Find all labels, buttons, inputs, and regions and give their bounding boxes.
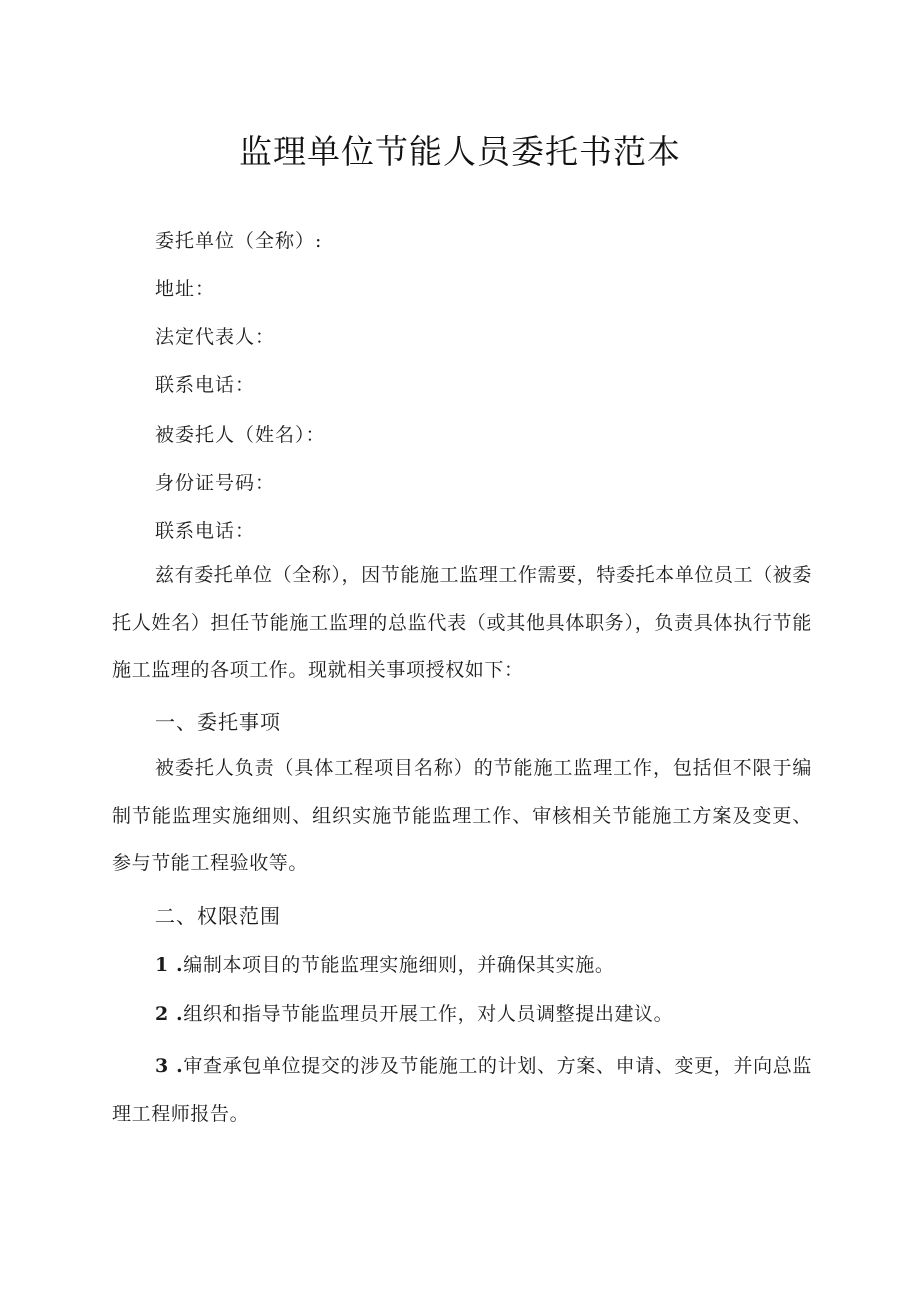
authority-item-1 — [112, 942, 812, 990]
authority-item-number: 1 . — [155, 954, 184, 976]
field-id-number: 身份证号码： — [155, 472, 276, 494]
field-entrusting-unit: 委托单位（全称）: — [155, 230, 323, 252]
field-legal-representative: 法定代表人： — [155, 326, 276, 348]
authority-item-number: 3 . — [155, 1055, 184, 1077]
document-title: 监理单位节能人员委托书范本 — [239, 132, 681, 171]
field-entrusted-person: 被委托人（姓名）： — [155, 424, 326, 446]
authority-item-2 — [112, 991, 812, 1039]
intro-paragraph: 兹有委托单位（全称），因节能施工监理工作需要，特委托本单位员工（被委托人姓名）担任节能施工监理的总监代表（或其他具体职务），负责具体执行节能施工监理的各项工作。现就相关事项授权如下： — [112, 564, 812, 681]
authority-item-number: 2 . — [155, 1003, 184, 1025]
section-body-entrusted-matters: 被委托人负责（具体工程项目名称）的节能施工监理工作，包括但不限于编制节能监理实施细则、组织实施节能监理工作、审核相关节能施工方案及变更、参与节能工程验收等。 — [112, 757, 812, 874]
field-address: 地址： — [155, 278, 216, 300]
section-heading-authority-scope: 二、权限范围 — [155, 904, 281, 928]
field-contact-phone: 联系电话： — [155, 374, 256, 396]
field-entrusted-phone: 联系电话： — [155, 520, 256, 542]
authority-item-text: 编制本项目的节能监理实施细则，并确保其实施。 — [183, 954, 615, 976]
section-heading-entrusted-matters: 一、委托事项 — [155, 710, 281, 734]
authority-item-text: 审查承包单位提交的涉及节能施工的计划、方案、申请、变更，并向总监理工程师报告。 — [112, 1055, 812, 1125]
authority-item-3 — [112, 1043, 812, 1138]
authority-item-text: 组织和指导节能监理员开展工作，对人员调整提出建议。 — [183, 1003, 674, 1025]
